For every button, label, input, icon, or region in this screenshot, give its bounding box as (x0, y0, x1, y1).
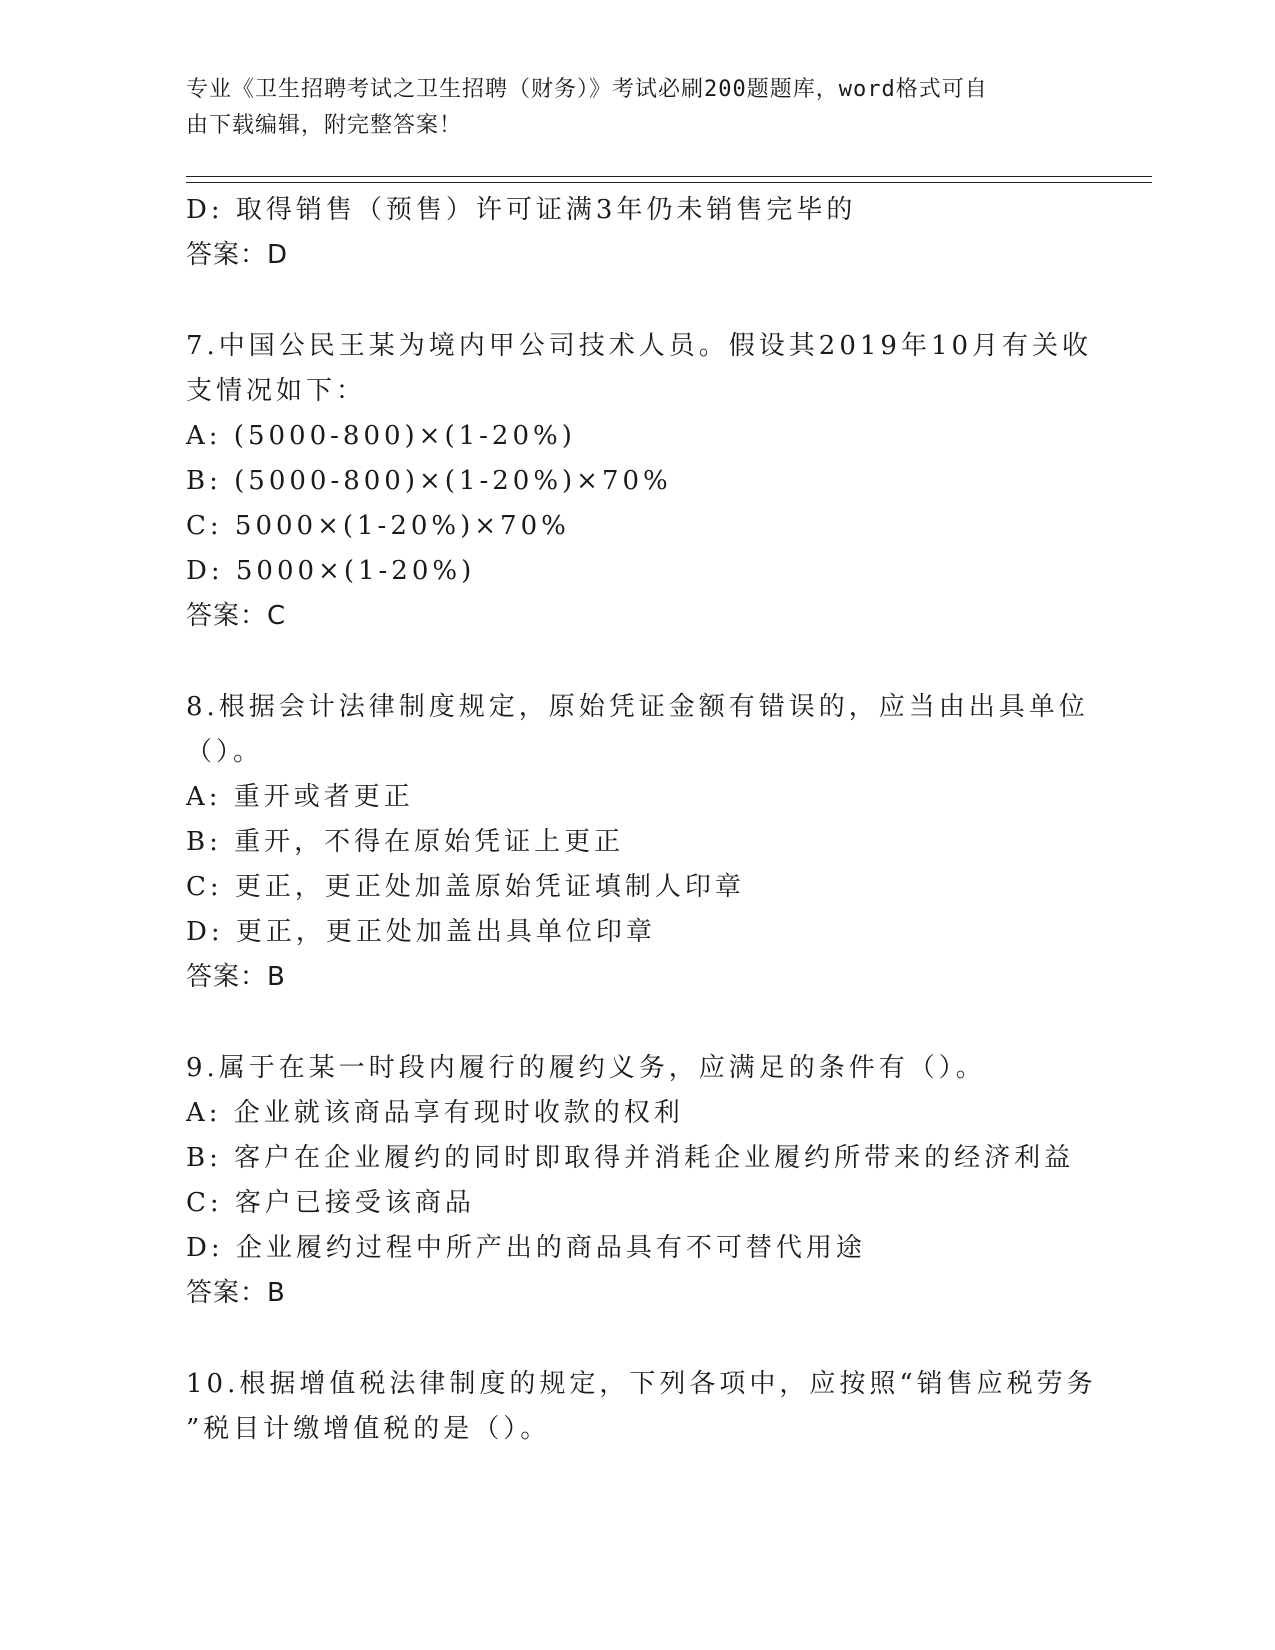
header-divider-top (186, 176, 1152, 177)
question-title: 7.中国公民王某为境内甲公司技术人员。假设其2019年10月有关收 (186, 331, 1093, 361)
answer: 答案：B (186, 1278, 286, 1308)
question-title: 9.属于在某一时段内履行的履约义务，应满足的条件有（）。 (186, 1053, 986, 1083)
option-c: C: 客户已接受该商品 (186, 1188, 475, 1218)
header-line-1: 专业《卫生招聘考试之卫生招聘（财务）》考试必刷200题题库，word格式可自 (186, 77, 988, 102)
option-c: C: 更正，更正处加盖原始凭证填制人印章 (186, 872, 745, 902)
answer: 答案：B (186, 962, 286, 992)
option-b: B: (5000-800)×(1-20%)×70% (186, 466, 672, 496)
prev-question-option-d: D: 取得销售（预售）许可证满3年仍未销售完毕的 (186, 195, 857, 225)
option-a: A: 重开或者更正 (186, 782, 414, 812)
question-8 (186, 685, 1089, 1000)
option-a: A: (5000-800)×(1-20%) (186, 421, 576, 451)
question-title-continued: ”税目计缴增值税的是（）。 (186, 1414, 551, 1444)
option-d: D: 5000×(1-20%) (186, 556, 476, 586)
header-divider-bottom (186, 182, 1152, 183)
answer: 答案：C (186, 601, 287, 631)
question-title-continued: （）。 (186, 737, 264, 767)
header-line-2: 由下载编辑，附完整答案！ (186, 113, 463, 138)
option-d: D: 企业履约过程中所产出的商品具有不可替代用途 (186, 1233, 866, 1263)
question-title: 8.根据会计法律制度规定，原始凭证金额有错误的，应当由出具单位 (186, 692, 1089, 722)
option-b: B: 重开，不得在原始凭证上更正 (186, 827, 625, 857)
option-a: A: 企业就该商品享有现时收款的权利 (186, 1098, 684, 1128)
question-list (186, 188, 1097, 1452)
question-title-continued: 支情况如下： (186, 376, 367, 406)
question-9 (186, 1046, 1086, 1316)
question-title: 10.根据增值税法律制度的规定，下列各项中，应按照“销售应税劳务 (186, 1369, 1097, 1399)
option-b: B: 客户在企业履约的同时即取得并消耗企业履约所带来的经济利益 (186, 1143, 1075, 1173)
option-d: D: 更正，更正处加盖出具单位印章 (186, 917, 656, 947)
document-header (186, 72, 1086, 144)
question-7 (186, 324, 1093, 639)
prev-question-answer: 答案：D (186, 240, 289, 270)
option-c: C: 5000×(1-20%)×70% (186, 511, 570, 541)
question-10 (186, 1362, 1097, 1452)
